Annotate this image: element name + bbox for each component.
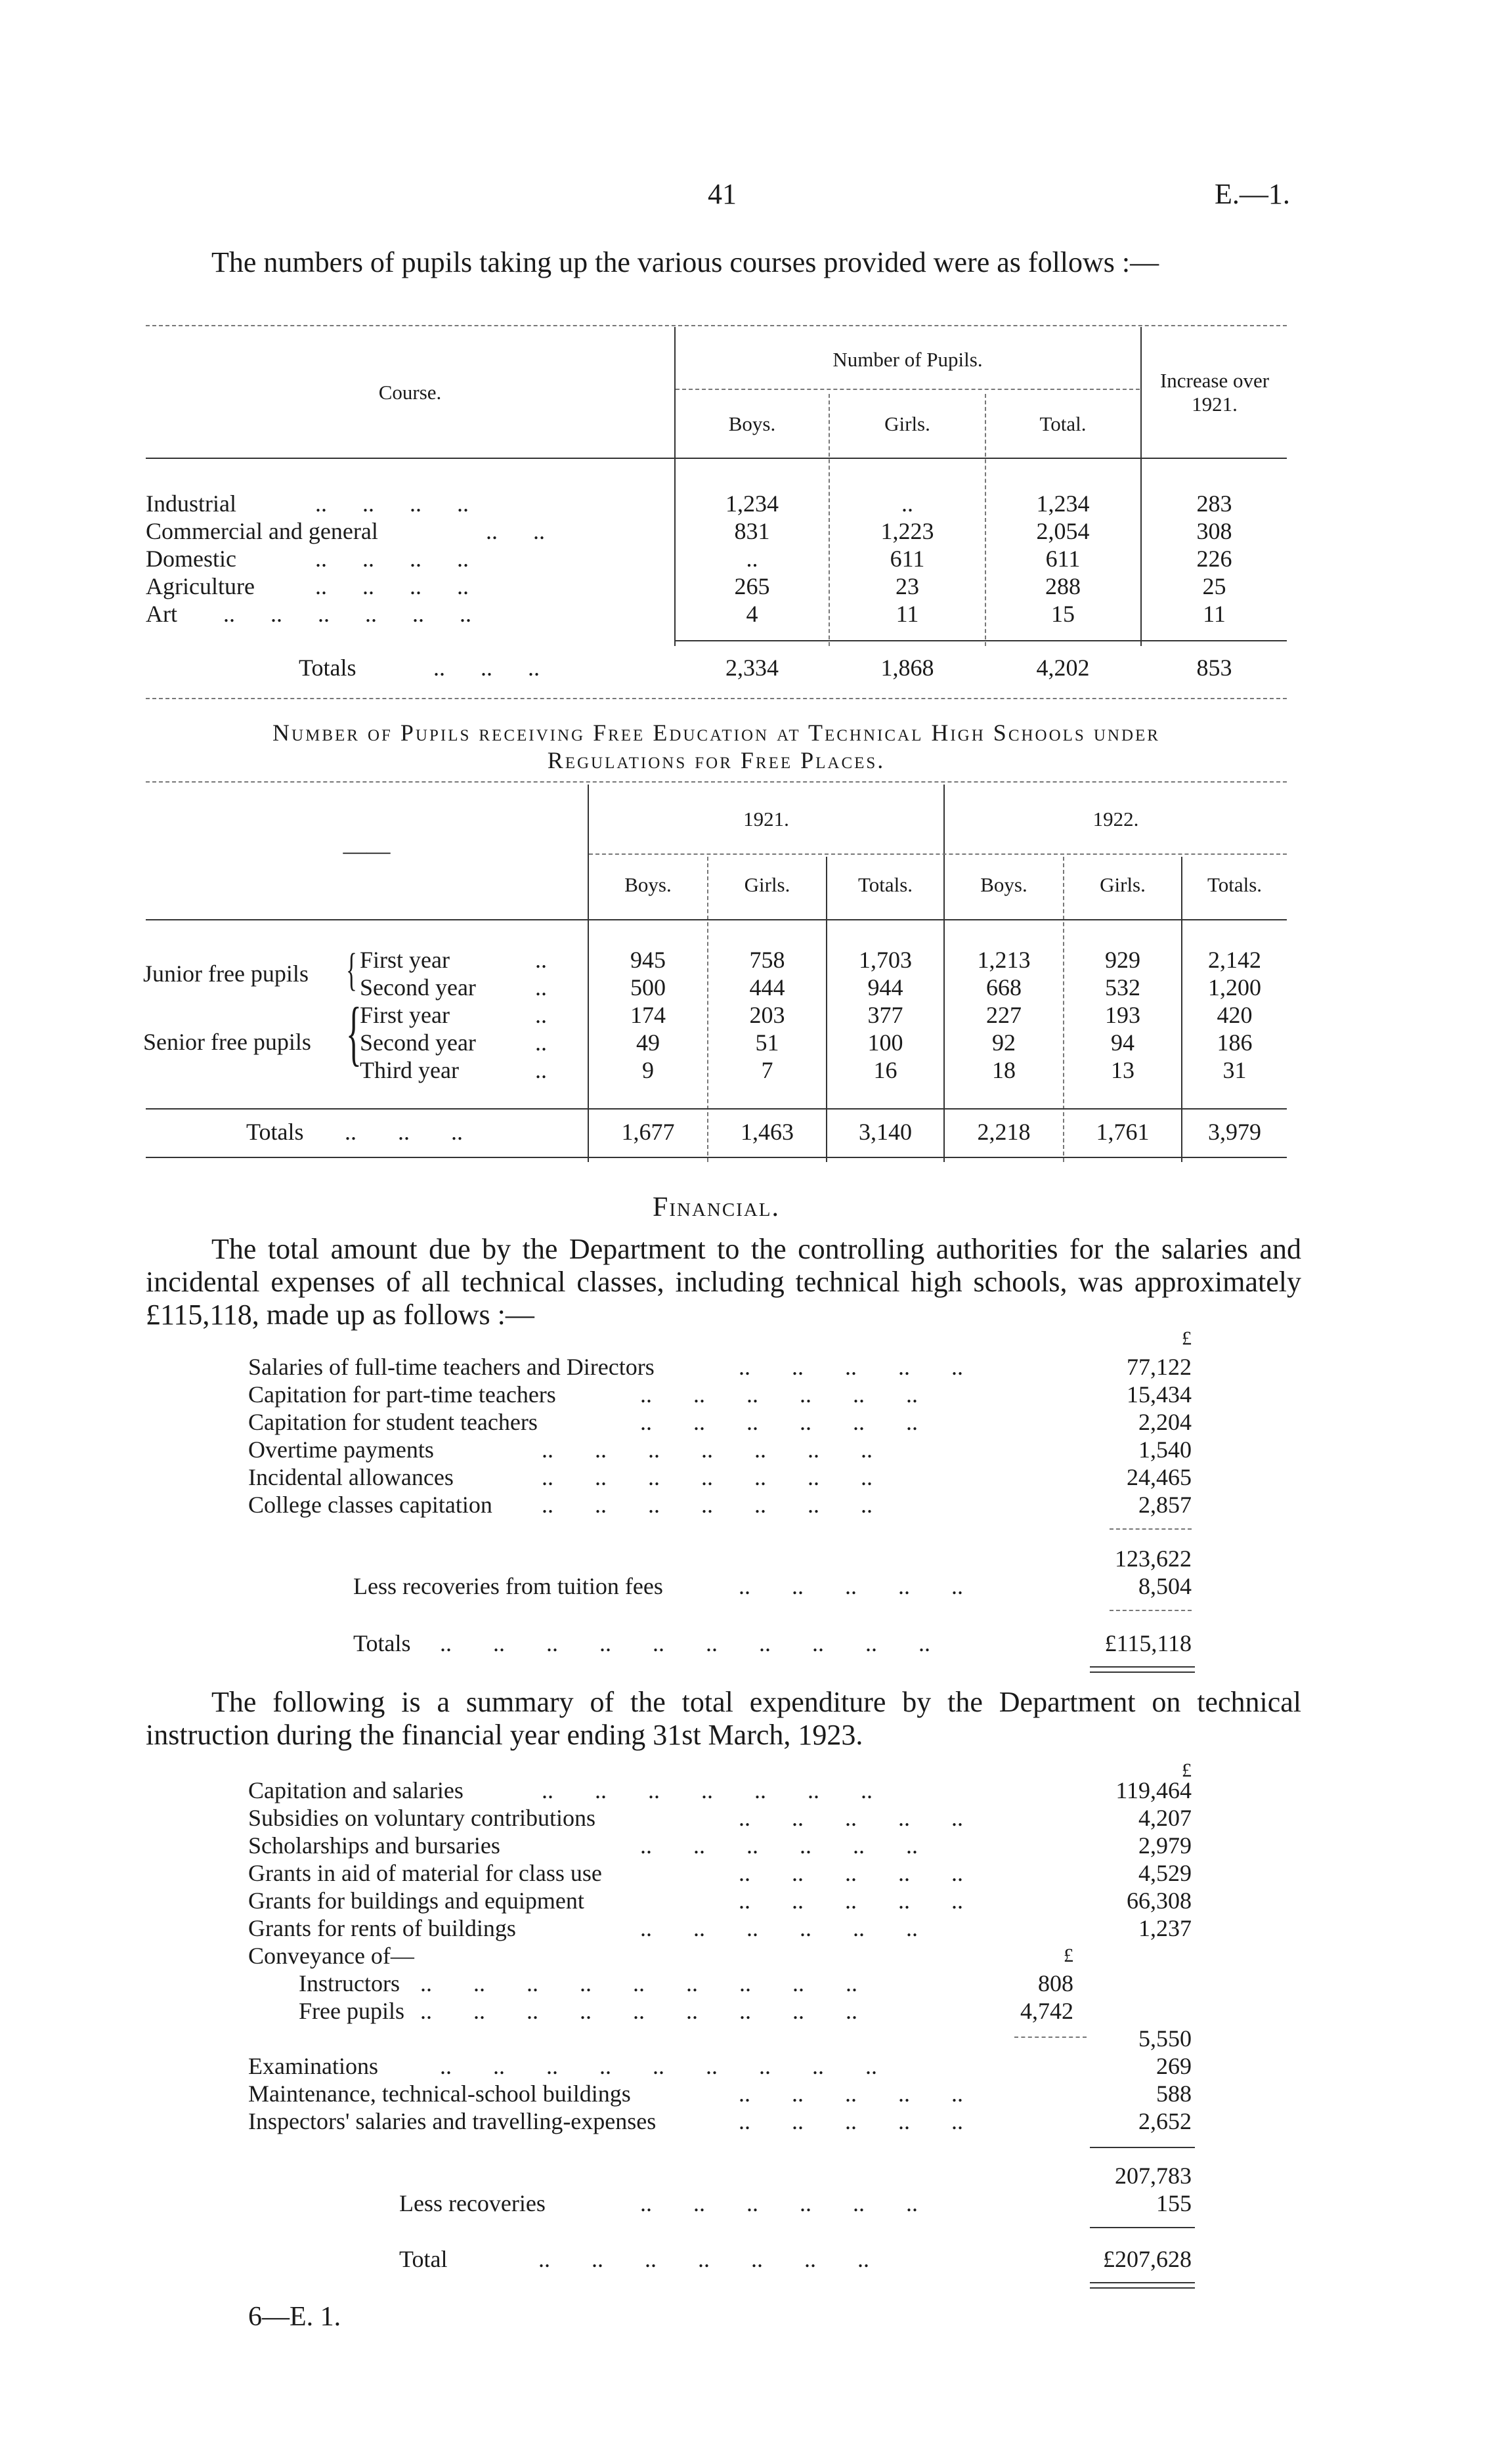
expenditure-total-label: Total	[399, 2246, 448, 2272]
boys-1921: 174	[630, 1002, 666, 1028]
item-label: Grants for buildings and equipment	[248, 1887, 584, 1914]
girls-1921: 7	[761, 1057, 773, 1083]
totals-1921: 100	[867, 1029, 903, 1056]
item-amount: 2,204	[1138, 1409, 1192, 1435]
totals-1922: 420	[1217, 1002, 1253, 1028]
expenditure-paragraph: The following is a summary of the total expenditure by the Department on technical instruction during the financial year ending 31st March, 1923.	[146, 1686, 1301, 1751]
course-name: Commercial and general	[146, 518, 378, 544]
col-girls: Girls.	[884, 412, 930, 435]
item-amount: 2,652	[1138, 2108, 1192, 2134]
conveyance-currency: £	[1064, 1945, 1073, 1966]
boys-value: ..	[746, 546, 758, 572]
girls-1921-total: 1,463	[741, 1119, 794, 1145]
financial-paragraph: The total amount due by the Department to the controlling authorities for the salaries and incidental expenses of all technical classes, including technical high schools, was approximately £115,118, made up as follows :—	[146, 1233, 1301, 1331]
girls-1921: 444	[749, 974, 785, 1001]
girls-1921: 758	[749, 947, 785, 973]
col-course: Course.	[378, 381, 442, 404]
totals-1921: 16	[873, 1057, 897, 1083]
col-total: Total.	[1039, 412, 1087, 435]
girls-1921: 51	[755, 1029, 779, 1056]
year-label: Second year	[360, 1029, 476, 1056]
increase-value: 283	[1196, 490, 1232, 517]
totals-label: Totals	[246, 1119, 304, 1145]
girls-value: 611	[890, 546, 925, 572]
totals-1922: 186	[1217, 1029, 1253, 1056]
item-amount: 4,529	[1138, 1860, 1192, 1886]
empty-header-dash: ——	[343, 838, 391, 864]
item-amount: 269	[1156, 2053, 1192, 2079]
totals-label: Totals	[299, 655, 356, 681]
item-amount: 77,122	[1127, 1354, 1192, 1380]
boys-1922: 18	[992, 1057, 1016, 1083]
item-label: Examinations	[248, 2053, 378, 2079]
item-label: Grants for rents of buildings	[248, 1915, 516, 1941]
col-increase: Increase over 1921.	[1159, 369, 1270, 416]
free-pupils-label: Free pupils	[299, 1998, 404, 2024]
totals-1922: 31	[1222, 1057, 1247, 1083]
less-recoveries-label: Less recoveries	[399, 2190, 546, 2216]
less-recoveries-amount: 8,504	[1138, 1573, 1192, 1599]
item-label: Subsidies on voluntary contributions	[248, 1805, 595, 1831]
page-footer: 6—E. 1.	[248, 2302, 341, 2332]
boys-total: 2,334	[725, 655, 779, 681]
boys-value: 265	[734, 573, 770, 599]
financial-totals-amount: £115,118	[1104, 1630, 1192, 1656]
junior-brace: {	[346, 945, 357, 995]
instructors-label: Instructors	[299, 1970, 400, 1996]
conveyance-label: Conveyance of—	[248, 1943, 414, 1969]
year-label: Second year	[360, 974, 476, 1001]
totals-1921: 377	[867, 1002, 903, 1028]
item-label: Capitation for part-time teachers	[248, 1381, 556, 1408]
currency-symbol: £	[1182, 1327, 1192, 1349]
boys-1921: 500	[630, 974, 666, 1001]
girls-value: 11	[896, 601, 919, 627]
item-label: Overtime payments	[248, 1436, 434, 1463]
junior-free-pupils-label: Junior free pupils	[143, 960, 309, 987]
girls-value: 1,223	[880, 518, 934, 544]
totals-1921: 1,703	[859, 947, 912, 973]
increase-total: 853	[1196, 655, 1232, 681]
col-boys-1921: Boys.	[624, 873, 672, 896]
total-value: 288	[1045, 573, 1081, 599]
boys-value: 831	[734, 518, 770, 544]
item-label: College classes capitation	[248, 1492, 492, 1518]
item-amount: 15,434	[1127, 1381, 1192, 1408]
col-number-of-pupils: Number of Pupils.	[832, 348, 983, 371]
girls-1922: 13	[1111, 1057, 1134, 1083]
item-amount: 2,979	[1138, 1832, 1192, 1859]
item-amount: 2,857	[1138, 1492, 1192, 1518]
year-1921: 1921.	[743, 808, 789, 830]
item-label: Grants in aid of material for class use	[248, 1860, 602, 1886]
item-amount: 66,308	[1127, 1887, 1192, 1914]
financial-subtotal: 123,622	[1115, 1545, 1192, 1572]
intro-paragraph: The numbers of pupils taking up the various courses provided were as follows :—	[211, 246, 1159, 278]
col-girls-1921: Girls.	[744, 873, 790, 896]
col-totals-1921: Totals.	[857, 873, 913, 896]
girls-value: ..	[901, 490, 913, 517]
increase-value: 25	[1202, 573, 1226, 599]
free-pupils-amount: 4,742	[1020, 1998, 1073, 2024]
boys-1921: 945	[630, 947, 666, 973]
boys-1921-total: 1,677	[621, 1119, 675, 1145]
totals-1921-total: 3,140	[859, 1119, 912, 1145]
less-recoveries-label: Less recoveries from tuition fees	[353, 1573, 663, 1599]
girls-1922: 929	[1105, 947, 1140, 973]
page-number: 41	[708, 178, 737, 210]
financial-heading: Financial.	[652, 1192, 780, 1222]
totals-1922: 2,142	[1208, 947, 1261, 973]
year-label: First year	[360, 1002, 450, 1028]
free-places-title-line1: Number of Pupils receiving Free Education at Technical High Schools under	[272, 720, 1160, 746]
course-name: Industrial	[146, 490, 236, 517]
girls-1922: 193	[1105, 1002, 1140, 1028]
course-name: Agriculture	[146, 573, 255, 599]
boys-1922: 92	[992, 1029, 1016, 1056]
girls-1922: 532	[1105, 974, 1140, 1001]
item-label: Salaries of full-time teachers and Directors	[248, 1354, 655, 1380]
col-boys-1922: Boys.	[980, 873, 1027, 896]
boys-value: 4	[746, 601, 758, 627]
totals-1921: 944	[867, 974, 903, 1001]
item-amount: 588	[1156, 2081, 1192, 2107]
course-name: Domestic	[146, 546, 236, 572]
financial-totals-label: Totals	[353, 1630, 411, 1656]
increase-value: 226	[1196, 546, 1232, 572]
total-value: 611	[1045, 546, 1081, 572]
boys-1922: 668	[986, 974, 1022, 1001]
conveyance-total: 5,550	[1138, 2025, 1192, 2052]
item-amount: 1,540	[1138, 1436, 1192, 1463]
boys-1922: 1,213	[977, 947, 1031, 973]
item-label: Capitation for student teachers	[248, 1409, 538, 1435]
expenditure-total-amount: £207,628	[1103, 2246, 1192, 2272]
girls-1921: 203	[749, 1002, 785, 1028]
boys-1922: 227	[986, 1002, 1022, 1028]
item-label: Maintenance, technical-school buildings	[248, 2081, 631, 2107]
item-amount: 1,237	[1138, 1915, 1192, 1941]
girls-value: 23	[896, 573, 919, 599]
item-amount: 119,464	[1115, 1777, 1192, 1803]
total-value: 1,234	[1036, 490, 1090, 517]
col-boys: Boys.	[728, 412, 776, 435]
grand-total: 4,202	[1036, 655, 1090, 681]
boys-1922-total: 2,218	[977, 1119, 1031, 1145]
year-1922: 1922.	[1092, 808, 1139, 830]
senior-brace: {	[346, 993, 362, 1073]
item-label: Inspectors' salaries and travelling-expenses	[248, 2108, 657, 2134]
totals-1922: 1,200	[1208, 974, 1261, 1001]
girls-total: 1,868	[880, 655, 934, 681]
course-name: Art	[146, 601, 177, 627]
item-amount: 24,465	[1127, 1464, 1192, 1490]
instructors-amount: 808	[1038, 1970, 1073, 1996]
girls-1922: 94	[1111, 1029, 1134, 1056]
senior-free-pupils-label: Senior free pupils	[143, 1029, 311, 1055]
currency-symbol: £	[1182, 1759, 1192, 1781]
item-amount: 4,207	[1138, 1805, 1192, 1831]
less-recoveries-amount: 155	[1156, 2190, 1192, 2216]
increase-value: 11	[1203, 601, 1226, 627]
year-label: First year	[360, 947, 450, 973]
total-value: 15	[1051, 601, 1075, 627]
col-totals-1922: Totals.	[1207, 873, 1263, 896]
boys-1921: 9	[642, 1057, 654, 1083]
col-girls-1922: Girls.	[1100, 873, 1146, 896]
year-label: Third year	[360, 1057, 459, 1083]
girls-1922-total: 1,761	[1096, 1119, 1150, 1145]
total-value: 2,054	[1036, 518, 1090, 544]
boys-value: 1,234	[725, 490, 779, 517]
boys-1921: 49	[636, 1029, 660, 1056]
document-reference: E.—1.	[1215, 178, 1290, 210]
item-label: Scholarships and bursaries	[248, 1832, 500, 1859]
free-places-title-line2: Regulations for Free Places.	[547, 747, 886, 773]
increase-value: 308	[1196, 518, 1232, 544]
item-label: Incidental allowances	[248, 1464, 454, 1490]
totals-1922-total: 3,979	[1208, 1119, 1261, 1145]
expenditure-subtotal: 207,783	[1115, 2163, 1192, 2189]
item-label: Capitation and salaries	[248, 1777, 464, 1803]
